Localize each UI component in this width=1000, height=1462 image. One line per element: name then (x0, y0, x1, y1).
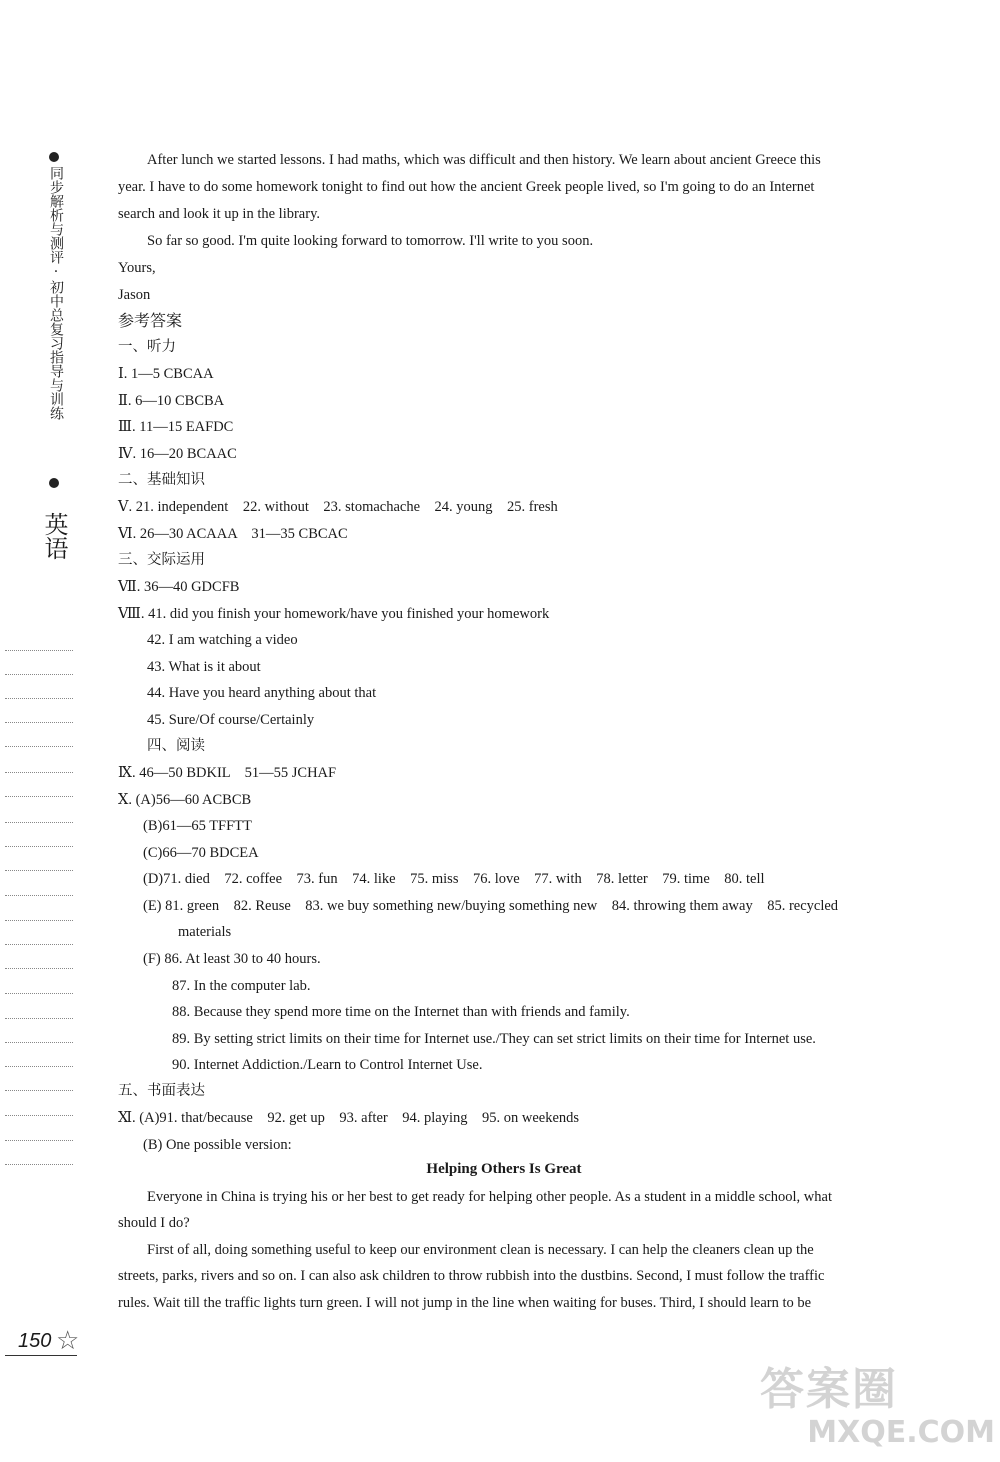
answer-line: 89. By setting strict limits on their time for Internet use./They can set strict limits on their time for Internet use. (172, 1031, 816, 1047)
watermark-logo (760, 1365, 995, 1460)
answer-line: 88. Because they spend more time on the Internet than with friends and family. (172, 1004, 630, 1020)
answer-line: 44. Have you heard anything about that (147, 685, 377, 701)
answer-line: Ⅲ. 11—15 EAFDC (118, 419, 234, 435)
sidebar-dot-bottom (49, 478, 59, 488)
answer-line: Ⅶ. 36—40 GDCFB (118, 579, 240, 595)
margin-rule (5, 944, 73, 945)
margin-rule (5, 650, 73, 651)
letter-paragraph-line: So far so good. I'm quite looking forward to tomorrow. I'll write to you soon. (147, 233, 594, 249)
margin-rule (5, 920, 73, 921)
margin-rule (5, 1042, 73, 1043)
letter-closing: Yours, (118, 260, 156, 276)
answer-line: materials (178, 924, 232, 940)
margin-rule (5, 1018, 73, 1019)
margin-rule (5, 1140, 73, 1141)
answer-line: 43. What is it about (147, 659, 261, 675)
margin-rule (5, 993, 73, 994)
margin-rule (5, 822, 73, 823)
answer-line: 90. Internet Addiction./Learn to Control Internet Use. (172, 1057, 483, 1073)
margin-rule (5, 698, 73, 699)
answer-line: (C)66—70 BDCEA (143, 845, 259, 861)
answer-line: Ⅴ. 21. independent 22. without 23. stomachache 24. young 25. fresh (118, 499, 558, 515)
letter-paragraph-line: After lunch we started lessons. I had maths, which was difficult and then history. We learn about ancient Greece this (147, 152, 821, 168)
letter-paragraph-line: search and look it up in the library. (118, 206, 321, 222)
margin-rule (5, 895, 73, 896)
section-heading: 五、书面表达 (118, 1083, 205, 1099)
subject-label (40, 512, 68, 566)
margin-rule (5, 968, 73, 969)
answer-line: Ⅵ. 26—30 ACAAA 31—35 CBCAC (118, 526, 348, 542)
answer-line: Ⅳ. 16—20 BCAAC (118, 446, 237, 462)
subject-text: 英语 (40, 512, 68, 560)
section-heading: 一、听力 (118, 339, 176, 355)
answer-line: (E) 81. green 82. Reuse 83. we buy something new/buying something new 84. throwing them away 85. recycled (143, 898, 839, 914)
margin-rule (5, 870, 73, 871)
page-number-rule (5, 1355, 77, 1356)
answer-line: Ⅺ. (A)91. that/because 92. get up 93. after 94. playing 95. on weekends (118, 1110, 580, 1126)
margin-rule (5, 1066, 73, 1067)
answer-line: 87. In the computer lab. (172, 978, 311, 994)
star-icon: ☆ (56, 1326, 80, 1355)
letter-signature: Jason (118, 287, 151, 303)
essay-line: Everyone in China is trying his or her best to get ready for helping other people. As a student in a middle school, what (147, 1189, 832, 1205)
watermark-sub: MXQE.COM (807, 1415, 995, 1450)
essay-title: Helping Others Is Great (426, 1161, 582, 1177)
essay-line: rules. Wait till the traffic lights turn green. I will not jump in the line when waiting for buses. Third, I should learn to be (118, 1295, 812, 1311)
margin-rule (5, 746, 73, 747)
margin-rule (5, 796, 73, 797)
answer-line: Ⅰ. 1—5 CBCAA (118, 366, 214, 382)
essay-line: First of all, doing something useful to keep our environment clean is necessary. I can help the cleaners clean up the (147, 1242, 814, 1258)
answer-line: (F) 86. At least 30 to 40 hours. (143, 951, 321, 967)
margin-rule (5, 846, 73, 847)
answer-line: Ⅸ. 46—50 BDKIL 51—55 JCHAF (118, 765, 337, 781)
margin-rule (5, 722, 73, 723)
answer-line: (B)61—65 TFFTT (143, 818, 252, 834)
sidebar-dot-top (49, 152, 59, 162)
section-heading: 二、基础知识 (118, 472, 205, 488)
answers-heading: 参考答案 (118, 311, 183, 330)
margin-rule (5, 1115, 73, 1116)
answer-line: Ⅱ. 6—10 CBCBA (118, 393, 225, 409)
section-heading: 四、阅读 (147, 738, 205, 754)
answer-line: Ⅹ. (A)56—60 ACBCB (118, 792, 252, 808)
section-heading: 三、交际运用 (118, 552, 205, 568)
essay-line: should I do? (118, 1215, 190, 1231)
margin-rule (5, 1090, 73, 1091)
answer-line: Ⅷ. 41. did you finish your homework/have you finished your homework (118, 606, 550, 622)
watermark-main: 答案圈 (760, 1364, 898, 1415)
answer-line: (D)71. died 72. coffee 73. fun 74. like 75. miss 76. love 77. with 78. letter 79. time 80. tell (143, 871, 765, 887)
page-number: 150 (18, 1330, 52, 1352)
essay-line: streets, parks, rivers and so on. I can also ask children to throw rubbish into the dustbins. Second, I must follow the traffic (118, 1268, 825, 1284)
letter-paragraph-line: year. I have to do some homework tonight to find out how the ancient Greek people lived, so I'm going to do an Internet (118, 179, 815, 195)
answer-line: (B) One possible version: (143, 1137, 292, 1153)
answer-line: 42. I am watching a video (147, 632, 298, 648)
series-title: 同步解析与测评·初中总复习指导与训练 (48, 166, 64, 420)
answer-line: 45. Sure/Of course/Certainly (147, 712, 315, 728)
margin-rule (5, 772, 73, 773)
margin-rule (5, 674, 73, 675)
